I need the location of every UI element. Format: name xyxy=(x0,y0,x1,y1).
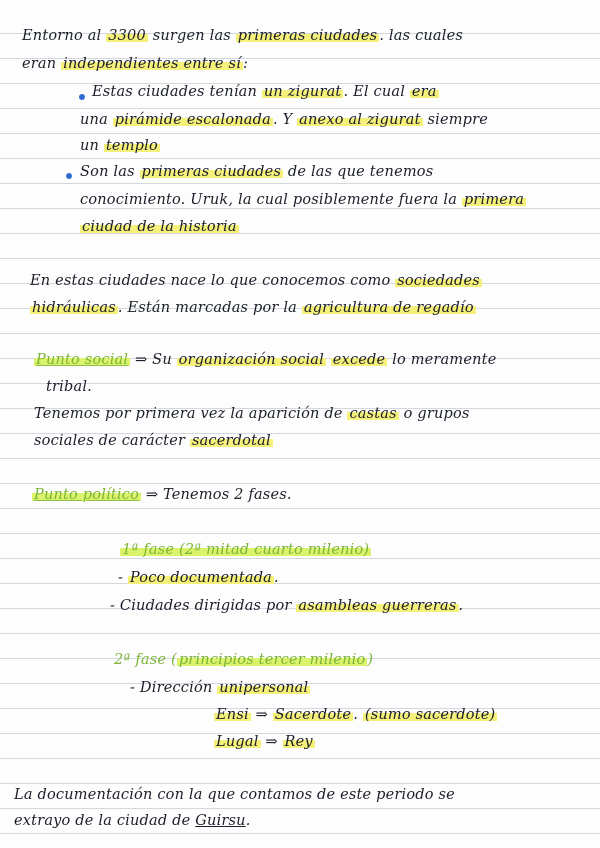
text-span: . El cual xyxy=(343,84,410,100)
text-line xyxy=(32,485,292,505)
text-span: . xyxy=(353,707,363,723)
highlight: Sacerdote xyxy=(274,707,352,723)
text-span: . xyxy=(245,813,251,829)
highlight: Ensi xyxy=(216,707,249,723)
text-span: o grupos xyxy=(398,406,470,422)
text-line xyxy=(22,54,248,74)
text-span: - Dirección xyxy=(130,680,218,696)
highlight: unipersonal xyxy=(219,680,309,696)
subheading: 1ª fase (2ª mitad cuarto milenio) xyxy=(122,542,370,558)
highlight: pirámide escalonada xyxy=(114,112,271,128)
highlight: Rey xyxy=(284,734,313,750)
text-line xyxy=(30,298,476,318)
text-span: ⇒ Tenemos 2 fases. xyxy=(141,487,292,503)
bullet-icon xyxy=(79,94,85,100)
text-line xyxy=(114,650,373,670)
text-line xyxy=(14,811,251,831)
text-span: Estas ciudades tenían xyxy=(92,84,262,100)
highlight: asambleas guerreras xyxy=(298,598,457,614)
highlight: Poco documentada xyxy=(129,570,273,586)
subheading-highlight: principios tercer milenio xyxy=(178,652,366,668)
text-line xyxy=(118,568,279,588)
highlight: primeras ciudades xyxy=(237,28,378,44)
highlight: organización social xyxy=(178,352,324,368)
subheading: 2ª fase ( xyxy=(114,652,177,668)
section-heading: Punto social xyxy=(36,352,129,368)
highlight: primeras ciudades xyxy=(141,164,282,180)
highlight: 3300 xyxy=(108,28,146,44)
subheading: ) xyxy=(367,652,374,668)
text-line xyxy=(214,732,315,752)
text-span: - Ciudades dirigidas por xyxy=(110,598,297,614)
highlight: sociedades xyxy=(397,273,480,289)
text-span: siempre xyxy=(422,112,489,128)
highlight: excede xyxy=(332,352,386,368)
text-span: una xyxy=(80,112,113,128)
text-line xyxy=(34,431,273,451)
text-span: ⇒ xyxy=(260,734,283,750)
text-line xyxy=(30,271,482,291)
text-line xyxy=(110,596,463,616)
text-span: conocimiento. Uruk, la cual posiblemente fuera la xyxy=(80,192,462,208)
text-line xyxy=(214,705,497,725)
text-span: . xyxy=(274,570,279,586)
text-span: eran xyxy=(22,56,62,72)
text-line xyxy=(80,217,239,237)
highlight: agricultura de regadío xyxy=(303,300,474,316)
bullet-icon xyxy=(66,173,72,179)
text-span: un xyxy=(80,138,104,154)
text-span: La documentación con la que contamos de este periodo se xyxy=(14,787,455,803)
text-span: tribal. xyxy=(46,379,92,395)
text-span: En estas ciudades nace lo que conocemos como xyxy=(30,273,396,289)
text-line xyxy=(80,162,433,182)
highlight: castas xyxy=(349,406,397,422)
text-line xyxy=(22,26,463,46)
highlight: hidráulicas xyxy=(32,300,116,316)
text-span: Entorno al xyxy=(22,28,107,44)
highlight: sacerdotal xyxy=(191,433,271,449)
text-span: ⇒ Su xyxy=(130,352,177,368)
text-span: . Y xyxy=(272,112,298,128)
highlight: ciudad de la historia xyxy=(82,219,237,235)
text-span: surgen las xyxy=(147,28,236,44)
text-span: Tenemos por primera vez la aparición de xyxy=(34,406,348,422)
text-span: . xyxy=(458,598,464,614)
highlight: primera xyxy=(463,192,525,208)
text-line xyxy=(80,110,488,130)
highlight: independientes entre sí xyxy=(63,56,241,72)
text-line xyxy=(80,190,526,210)
underlined-word: Guirsu xyxy=(195,813,246,829)
highlight: un zigurat xyxy=(263,84,342,100)
highlight: templo xyxy=(105,138,158,154)
text-span: ⇒ xyxy=(250,707,273,723)
text-span: . las cuales xyxy=(379,28,464,44)
text-span: lo meramente xyxy=(387,352,497,368)
text-line xyxy=(92,82,439,102)
text-line xyxy=(120,540,371,560)
text-line xyxy=(34,350,496,370)
text-span: - xyxy=(118,570,128,586)
text-line xyxy=(80,136,160,156)
highlight: Lugal xyxy=(216,734,259,750)
highlight: anexo al zigurat xyxy=(299,112,421,128)
text-span: extrayo de la ciudad de xyxy=(14,813,196,829)
text-span: sociales de carácter xyxy=(34,433,190,449)
text-span: de las que tenemos xyxy=(283,164,434,180)
highlight: (sumo sacerdote) xyxy=(364,707,496,723)
text-span: Son las xyxy=(80,164,140,180)
text-line xyxy=(34,404,470,424)
text-line xyxy=(14,785,455,805)
text-line xyxy=(46,377,92,397)
text-line xyxy=(130,678,310,698)
text-span: . Están marcadas por la xyxy=(117,300,302,316)
section-heading: Punto político xyxy=(34,487,140,503)
highlight: era xyxy=(411,84,437,100)
text-span: : xyxy=(243,56,249,72)
